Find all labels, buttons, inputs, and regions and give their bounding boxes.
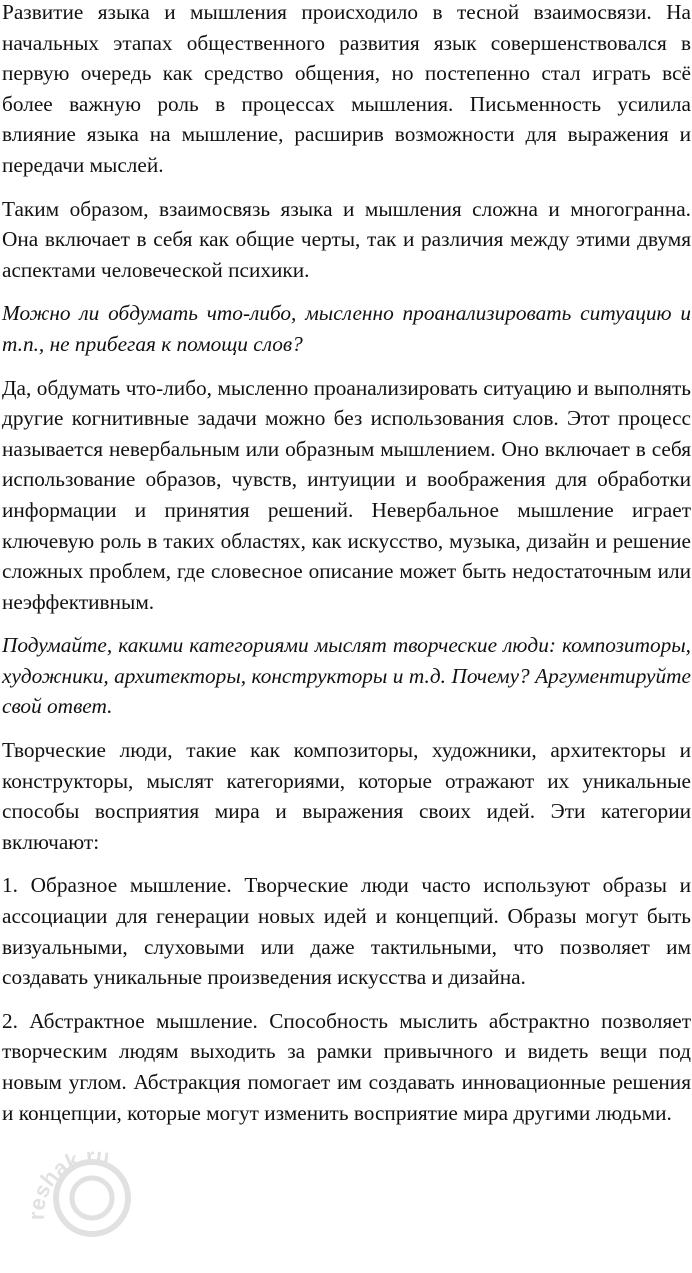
question-creative-categories: Подумайте, какими категориями мыслят творческие люди: композиторы, художники, архитекторы, конструкторы и т.д. Почему? Аргументируйте свой ответ. [2, 633, 691, 719]
answer-creative-categories-intro: Творческие люди, такие как композиторы, художники, архитекторы и конструкторы, мыслят категориями, которые отражают их уникальные способы восприятия мира и выражения своих идей. Эти категории включают: [2, 738, 691, 854]
answer-nonverbal-thinking: Да, обдумать что-либо, мысленно проанализировать ситуацию и выполнять другие когнитивные задачи можно без использования слов. Этот процесс называется невербальным или образным мышлением. Оно включает в себя использование образов, чувств, интуиции и воображения для обработки информации и принятия решений. Невербальное мышление играет ключевую роль в таких областях, как искусство, музыка, дизайн и решение сложных проблем, где словесное описание может быть недостаточным или неэффективным. [2, 375, 691, 614]
list-item-abstract-thinking: 2. Абстрактное мышление. Способность мыслить абстрактно позволяет творческим людям выходить за рамки привычного и видеть вещи под новым углом. Абстракция помогает им создавать инновационные решения и концепции, которые могут изменить восприятие мира другими людьми. [2, 1008, 691, 1125]
watermark-text: reshak.ru [23, 1143, 112, 1221]
paragraph-language-thinking-conclusion: Таким образом, взаимосвязь языка и мышления сложна и многогранна. Она включает в себя как общие черты, так и различия между этими двумя аспектами человеческой психики. [2, 196, 691, 282]
list-item-figurative-thinking: 1. Образное мышление. Творческие люди часто используют образы и ассоциации для генерации новых идей и концепций. Образы могут быть визуальными, слуховыми или даже тактильными, что позволяет им создавать уникальные произведения искусства и дизайна. [2, 873, 691, 990]
question-nonverbal-thinking: Можно ли обдумать что-либо, мысленно проанализировать ситуацию и т.п., не прибегая к помощи слов? [2, 301, 691, 356]
paragraph-language-thinking-development: Развитие языка и мышления происходило в тесной взаимосвязи. На начальных этапах общественного развития язык совершенствовался в первую очередь как средство общения, но постепенно стал играть всё более важную роль в процессах мышления. Письменность усилила влияние языка на мышление, расширив возможности для выражения и передачи мыслей. [2, 0, 691, 177]
